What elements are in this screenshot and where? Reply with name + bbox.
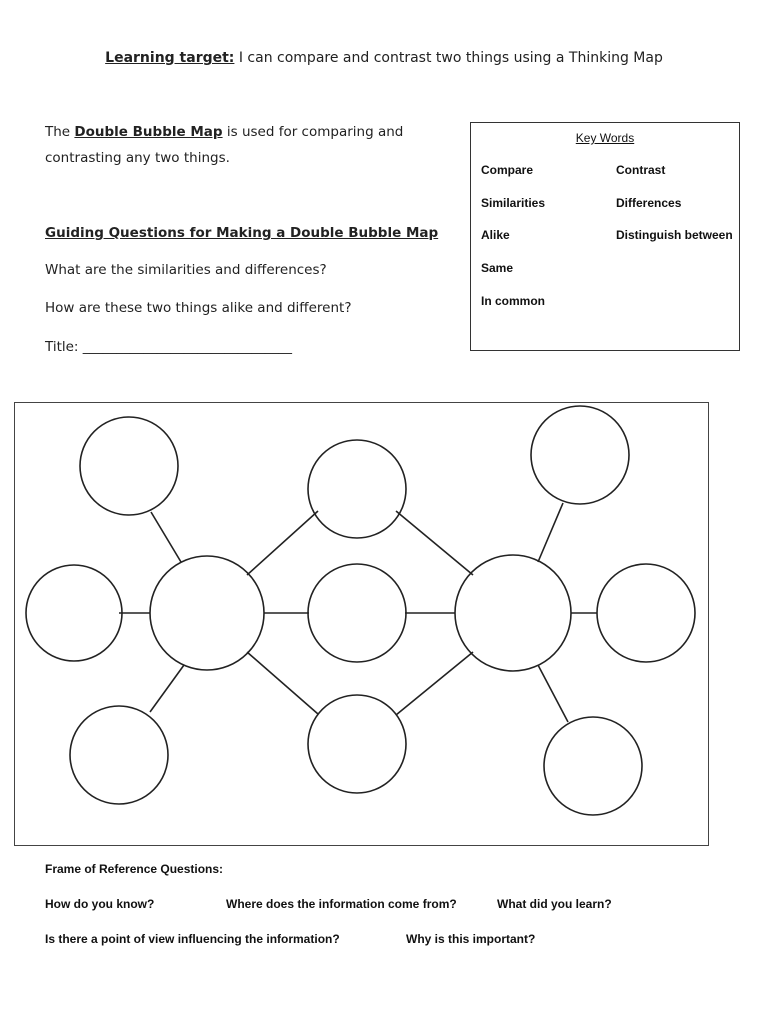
topic-bubble-left xyxy=(150,556,264,670)
guiding-questions-heading: Guiding Questions for Making a Double Bubble Map xyxy=(45,225,439,241)
difference-bubble-left-bottom xyxy=(70,706,168,804)
key-words-heading: Key Words xyxy=(575,131,635,145)
frame-question-3: What did you learn? xyxy=(497,897,612,911)
connector-left-top xyxy=(151,512,181,562)
key-word-alike: Alike xyxy=(481,228,510,242)
intro-prefix: The xyxy=(45,124,75,140)
key-word-similarities: Similarities xyxy=(481,196,546,210)
key-word-compare: Compare xyxy=(481,163,534,177)
difference-bubble-right-top xyxy=(531,406,629,504)
difference-bubble-left-top xyxy=(80,417,178,515)
frame-of-reference-heading: Frame of Reference Questions: xyxy=(45,862,224,876)
intro-line-2: contrasting any two things. xyxy=(45,150,230,166)
frame-question-2: Where does the information come from? xyxy=(226,897,457,911)
double-bubble-term: Double Bubble Map xyxy=(74,124,223,140)
connector-right-similarity-bottom xyxy=(396,652,473,715)
learning-target-label: Learning target: xyxy=(105,50,235,66)
difference-bubble-right-middle xyxy=(597,564,695,662)
difference-bubble-left-middle xyxy=(26,565,122,661)
guiding-question-2: How are these two things alike and different? xyxy=(45,300,352,316)
key-word-same: Same xyxy=(481,261,514,275)
similarity-bubble-top xyxy=(308,440,406,538)
similarity-bubble-middle xyxy=(308,564,406,662)
similarity-bubble-bottom xyxy=(308,695,406,793)
frame-question-1: How do you know? xyxy=(45,897,155,911)
connector-right-similarity-top xyxy=(396,511,473,575)
title-blank-line: Title: _______________________________ xyxy=(45,339,293,355)
intro-suffix: is used for comparing and xyxy=(222,124,404,140)
difference-bubble-right-bottom xyxy=(544,717,642,815)
frame-question-5: Why is this important? xyxy=(406,932,536,946)
connector-left-bottom xyxy=(150,665,184,712)
key-word-in-common: In common xyxy=(481,294,546,308)
connector-right-bottom xyxy=(538,665,568,722)
key-word-contrast: Contrast xyxy=(616,163,666,177)
frame-question-4: Is there a point of view influencing the information? xyxy=(45,932,340,946)
learning-target-text: I can compare and contrast two things using a Thinking Map xyxy=(234,50,663,66)
topic-bubble-right xyxy=(455,555,571,671)
key-word-distinguish-between: Distinguish between xyxy=(616,228,733,242)
key-word-differences: Differences xyxy=(616,196,682,210)
guiding-question-1: What are the similarities and differences? xyxy=(45,262,327,278)
connector-right-top xyxy=(538,503,563,562)
connector-left-similarity-top xyxy=(247,511,318,575)
connector-left-similarity-bottom xyxy=(247,652,318,714)
